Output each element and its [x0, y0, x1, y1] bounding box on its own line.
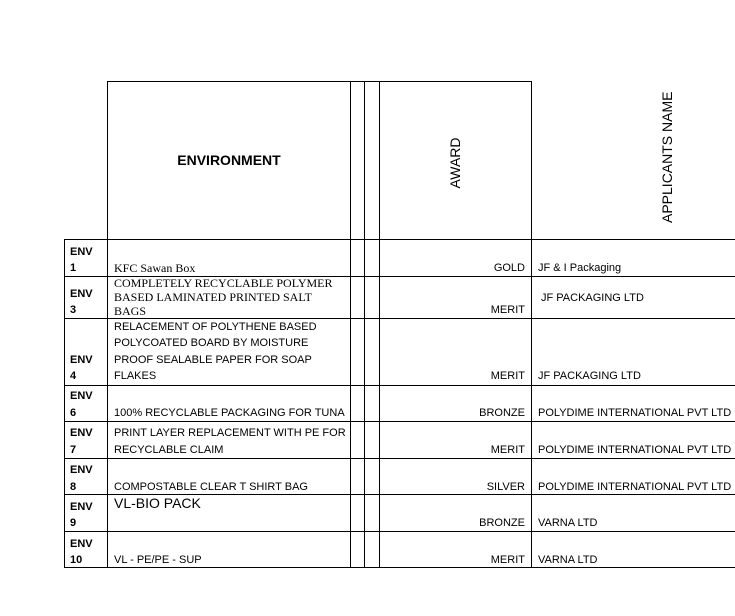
- award-value: MERIT: [490, 554, 525, 566]
- row-code: ENV: [70, 538, 93, 550]
- award-value: MERIT: [490, 370, 525, 382]
- table-top-border: [107, 81, 532, 82]
- entry-title: POLYCOATED BOARD BY MOISTURE: [114, 337, 309, 349]
- row-code: ENV: [70, 427, 93, 439]
- applicant-name: VARNA LTD: [538, 517, 598, 529]
- row-code: ENV: [70, 288, 93, 300]
- award-header: AWARD: [447, 137, 463, 189]
- row-code-number: 3: [70, 304, 77, 316]
- applicant-name: VARNA LTD: [538, 554, 598, 566]
- applicant-name: POLYDIME INTERNATIONAL PVT LTD: [538, 407, 732, 419]
- award-value: GOLD: [493, 262, 525, 274]
- applicant-name: JF PACKAGING LTD: [541, 292, 644, 304]
- row-code-number: 9: [70, 517, 77, 529]
- entry-title: COMPLETELY RECYCLABLE POLYMER: [114, 276, 333, 290]
- row-separator: [64, 421, 735, 422]
- award-value: SILVER: [486, 481, 525, 493]
- entry-title: KFC Sawan Box: [114, 261, 196, 275]
- code-col-right-border: [107, 239, 108, 568]
- award-value: BRONZE: [479, 517, 525, 529]
- row-separator: [64, 385, 735, 386]
- entry-title: VL - PE/PE - SUP: [114, 554, 202, 566]
- applicant-name: JF PACKAGING LTD: [538, 370, 641, 382]
- row-code-number: 1: [70, 262, 77, 274]
- row-code: ENV: [70, 390, 93, 402]
- row-code-number: 7: [70, 444, 77, 456]
- entry-title: 100% RECYCLABLE PACKAGING FOR TUNA: [114, 407, 345, 419]
- row-code-number: 4: [70, 370, 77, 382]
- applicant-name: POLYDIME INTERNATIONAL PVT LTD: [538, 444, 732, 456]
- entry-title: BASED LAMINATED PRINTED SALT: [114, 290, 312, 304]
- entry-title: FLAKES: [114, 370, 157, 382]
- award-value: MERIT: [490, 304, 525, 316]
- entry-title: RELACEMENT OF POLYTHENE BASED: [114, 321, 317, 333]
- award-value: BRONZE: [479, 407, 525, 419]
- row-code-number: 6: [70, 407, 77, 419]
- entry-title: VL-BIO PACK: [114, 495, 201, 511]
- row-code: ENV: [70, 501, 93, 513]
- applicant-name: POLYDIME INTERNATIONAL PVT LTD: [538, 481, 732, 493]
- entry-title: COMPOSTABLE CLEAR T SHIRT BAG: [114, 481, 308, 493]
- row-separator: [64, 531, 735, 532]
- applicant-name: JF & I Packaging: [538, 262, 622, 274]
- entry-title: PRINT LAYER REPLACEMENT WITH PE FOR: [114, 427, 346, 439]
- body-top-border: [64, 239, 735, 240]
- entry-title: PROOF SEALABLE PAPER FOR SOAP: [114, 354, 312, 366]
- row-separator: [64, 458, 735, 459]
- row-separator: [64, 318, 735, 319]
- award-value: MERIT: [490, 444, 525, 456]
- row-code: ENV: [70, 464, 93, 476]
- row-code: ENV: [70, 354, 93, 366]
- code-col-left-border: [64, 239, 65, 568]
- table-bottom-border: [64, 567, 735, 568]
- row-code-number: 8: [70, 481, 77, 493]
- row-code-number: 10: [70, 554, 83, 566]
- entry-title: BAGS: [114, 304, 147, 318]
- applicants-header: APPLICANTS NAME: [659, 91, 675, 223]
- row-code: ENV: [70, 246, 93, 258]
- entry-title: RECYCLABLE CLAIM: [114, 444, 224, 456]
- environment-header: ENVIRONMENT: [177, 152, 281, 168]
